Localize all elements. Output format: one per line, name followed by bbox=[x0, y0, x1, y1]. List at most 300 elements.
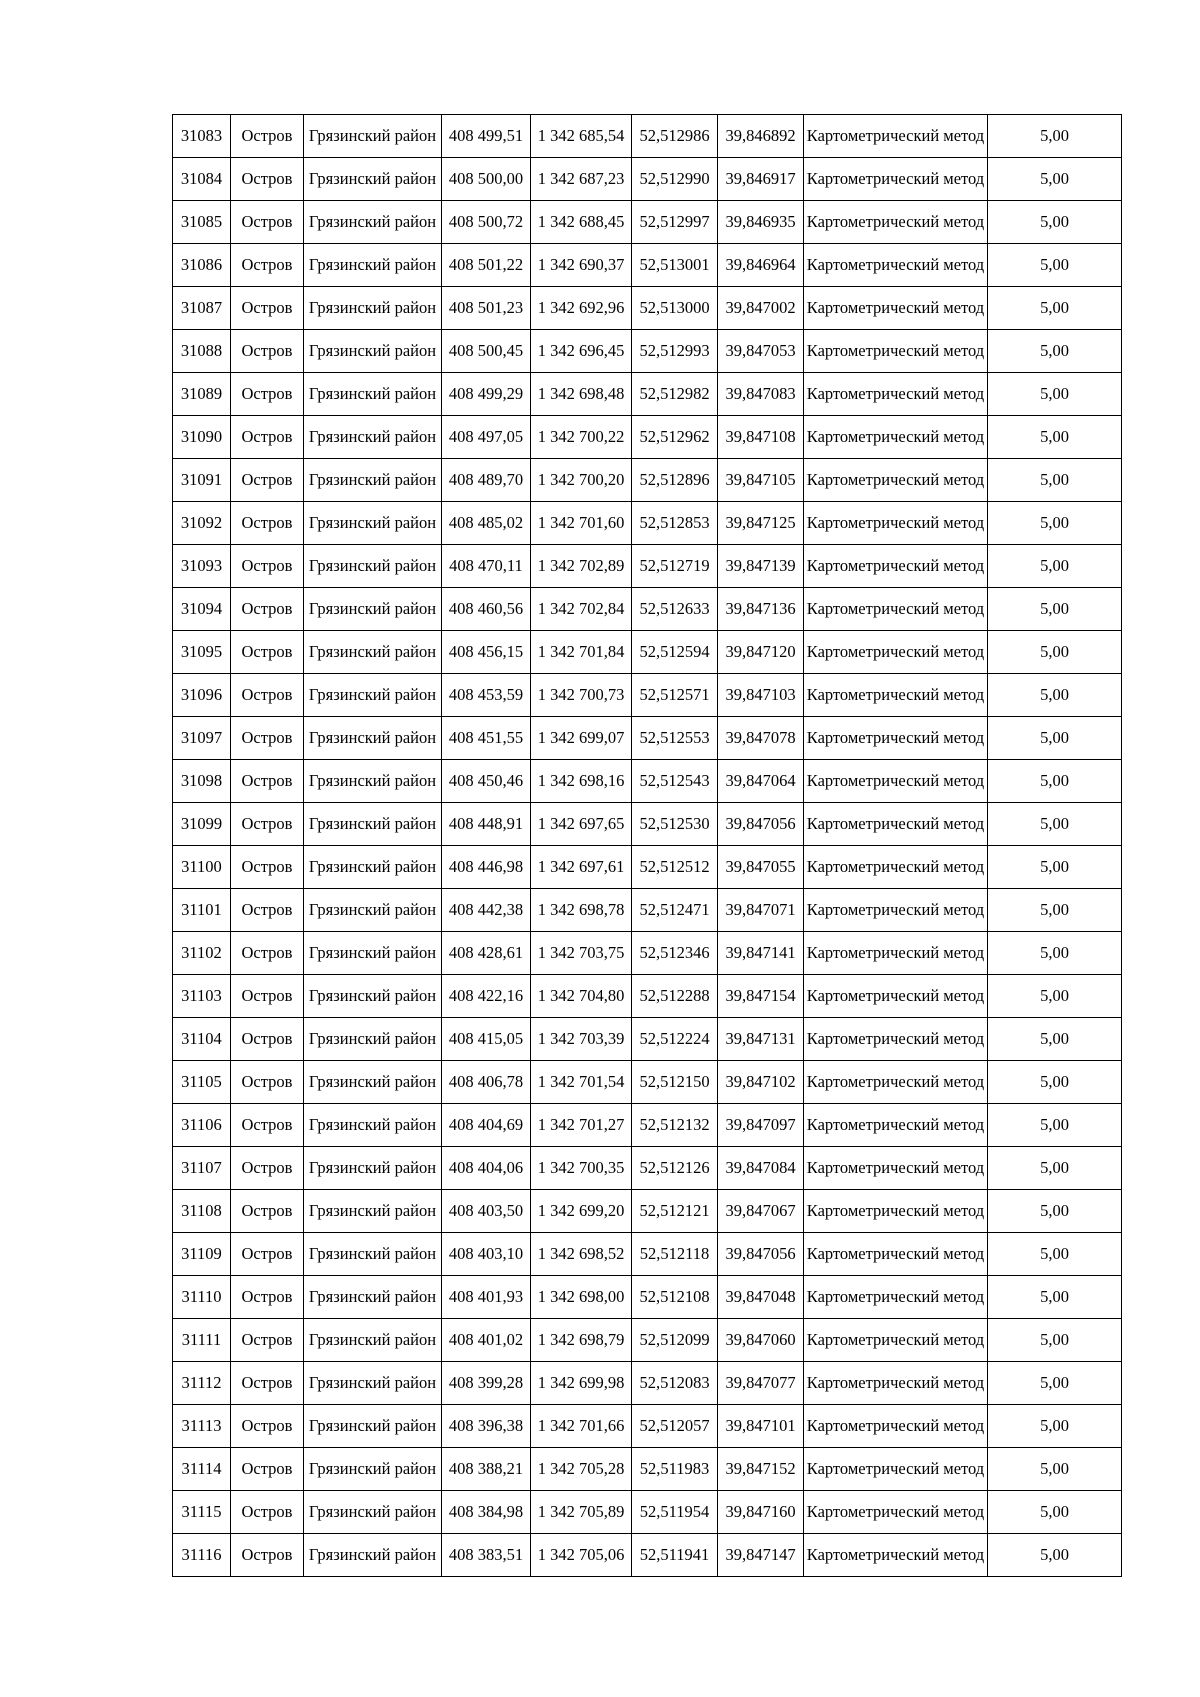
method-cell: Картометрический метод bbox=[804, 932, 988, 975]
point-number-cell: 31087 bbox=[173, 287, 231, 330]
latitude-cell: 52,512990 bbox=[632, 158, 718, 201]
latitude-cell: 52,512986 bbox=[632, 115, 718, 158]
object-type-cell: Остров bbox=[231, 717, 304, 760]
coordinate-x-cell: 408 500,72 bbox=[442, 201, 531, 244]
method-cell: Картометрический метод bbox=[804, 1491, 988, 1534]
district-cell: Грязинский район bbox=[304, 975, 442, 1018]
table-row bbox=[173, 1319, 1122, 1362]
method-cell: Картометрический метод bbox=[804, 158, 988, 201]
object-type-cell: Остров bbox=[231, 631, 304, 674]
coordinate-y-cell: 1 342 687,23 bbox=[531, 158, 632, 201]
coordinate-y-cell: 1 342 698,78 bbox=[531, 889, 632, 932]
method-cell: Картометрический метод bbox=[804, 717, 988, 760]
object-type-cell: Остров bbox=[231, 1018, 304, 1061]
precision-cell: 5,00 bbox=[988, 330, 1122, 373]
district-cell: Грязинский район bbox=[304, 1104, 442, 1147]
longitude-cell: 39,847056 bbox=[718, 803, 804, 846]
coordinate-y-cell: 1 342 705,28 bbox=[531, 1448, 632, 1491]
precision-cell: 5,00 bbox=[988, 803, 1122, 846]
latitude-cell: 52,512118 bbox=[632, 1233, 718, 1276]
longitude-cell: 39,847077 bbox=[718, 1362, 804, 1405]
point-number-cell: 31096 bbox=[173, 674, 231, 717]
coordinate-x-cell: 408 401,93 bbox=[442, 1276, 531, 1319]
method-cell: Картометрический метод bbox=[804, 889, 988, 932]
coordinate-x-cell: 408 456,15 bbox=[442, 631, 531, 674]
latitude-cell: 52,512083 bbox=[632, 1362, 718, 1405]
district-cell: Грязинский район bbox=[304, 1448, 442, 1491]
table-row bbox=[173, 1061, 1122, 1104]
table-row bbox=[173, 545, 1122, 588]
point-number-cell: 31090 bbox=[173, 416, 231, 459]
table-row bbox=[173, 158, 1122, 201]
point-number-cell: 31115 bbox=[173, 1491, 231, 1534]
longitude-cell: 39,846917 bbox=[718, 158, 804, 201]
longitude-cell: 39,847141 bbox=[718, 932, 804, 975]
coordinate-y-cell: 1 342 688,45 bbox=[531, 201, 632, 244]
precision-cell: 5,00 bbox=[988, 932, 1122, 975]
coordinate-x-cell: 408 497,05 bbox=[442, 416, 531, 459]
precision-cell: 5,00 bbox=[988, 373, 1122, 416]
precision-cell: 5,00 bbox=[988, 115, 1122, 158]
coordinate-x-cell: 408 442,38 bbox=[442, 889, 531, 932]
longitude-cell: 39,847084 bbox=[718, 1147, 804, 1190]
coordinate-x-cell: 408 384,98 bbox=[442, 1491, 531, 1534]
precision-cell: 5,00 bbox=[988, 975, 1122, 1018]
coordinate-x-cell: 408 453,59 bbox=[442, 674, 531, 717]
precision-cell: 5,00 bbox=[988, 1405, 1122, 1448]
district-cell: Грязинский район bbox=[304, 846, 442, 889]
precision-cell: 5,00 bbox=[988, 1104, 1122, 1147]
precision-cell: 5,00 bbox=[988, 1276, 1122, 1319]
coordinate-x-cell: 408 499,29 bbox=[442, 373, 531, 416]
point-number-cell: 31111 bbox=[173, 1319, 231, 1362]
precision-cell: 5,00 bbox=[988, 717, 1122, 760]
object-type-cell: Остров bbox=[231, 545, 304, 588]
district-cell: Грязинский район bbox=[304, 1018, 442, 1061]
precision-cell: 5,00 bbox=[988, 459, 1122, 502]
latitude-cell: 52,512853 bbox=[632, 502, 718, 545]
object-type-cell: Остров bbox=[231, 1233, 304, 1276]
latitude-cell: 52,512471 bbox=[632, 889, 718, 932]
precision-cell: 5,00 bbox=[988, 244, 1122, 287]
precision-cell: 5,00 bbox=[988, 1147, 1122, 1190]
point-number-cell: 31099 bbox=[173, 803, 231, 846]
object-type-cell: Остров bbox=[231, 975, 304, 1018]
district-cell: Грязинский район bbox=[304, 330, 442, 373]
coordinate-y-cell: 1 342 700,22 bbox=[531, 416, 632, 459]
coordinate-x-cell: 408 388,21 bbox=[442, 1448, 531, 1491]
district-cell: Грязинский район bbox=[304, 1147, 442, 1190]
district-cell: Грязинский район bbox=[304, 1319, 442, 1362]
table-row bbox=[173, 1362, 1122, 1405]
method-cell: Картометрический метод bbox=[804, 1405, 988, 1448]
method-cell: Картометрический метод bbox=[804, 330, 988, 373]
latitude-cell: 52,512288 bbox=[632, 975, 718, 1018]
coordinate-y-cell: 1 342 705,06 bbox=[531, 1534, 632, 1577]
precision-cell: 5,00 bbox=[988, 201, 1122, 244]
object-type-cell: Остров bbox=[231, 1061, 304, 1104]
method-cell: Картометрический метод bbox=[804, 1448, 988, 1491]
object-type-cell: Остров bbox=[231, 846, 304, 889]
longitude-cell: 39,846935 bbox=[718, 201, 804, 244]
object-type-cell: Остров bbox=[231, 287, 304, 330]
coordinate-y-cell: 1 342 698,79 bbox=[531, 1319, 632, 1362]
coordinate-x-cell: 408 450,46 bbox=[442, 760, 531, 803]
precision-cell: 5,00 bbox=[988, 1018, 1122, 1061]
coordinate-y-cell: 1 342 685,54 bbox=[531, 115, 632, 158]
method-cell: Картометрический метод bbox=[804, 1362, 988, 1405]
method-cell: Картометрический метод bbox=[804, 1190, 988, 1233]
precision-cell: 5,00 bbox=[988, 1319, 1122, 1362]
coordinate-y-cell: 1 342 701,27 bbox=[531, 1104, 632, 1147]
coordinate-x-cell: 408 500,45 bbox=[442, 330, 531, 373]
coordinate-y-cell: 1 342 702,89 bbox=[531, 545, 632, 588]
table-row bbox=[173, 115, 1122, 158]
table-row bbox=[173, 1448, 1122, 1491]
precision-cell: 5,00 bbox=[988, 760, 1122, 803]
object-type-cell: Остров bbox=[231, 1276, 304, 1319]
point-number-cell: 31084 bbox=[173, 158, 231, 201]
coordinate-x-cell: 408 415,05 bbox=[442, 1018, 531, 1061]
table-row bbox=[173, 803, 1122, 846]
point-number-cell: 31107 bbox=[173, 1147, 231, 1190]
longitude-cell: 39,847125 bbox=[718, 502, 804, 545]
district-cell: Грязинский район bbox=[304, 1233, 442, 1276]
method-cell: Картометрический метод bbox=[804, 975, 988, 1018]
latitude-cell: 52,512896 bbox=[632, 459, 718, 502]
district-cell: Грязинский район bbox=[304, 760, 442, 803]
table-row bbox=[173, 717, 1122, 760]
method-cell: Картометрический метод bbox=[804, 373, 988, 416]
coordinate-y-cell: 1 342 700,35 bbox=[531, 1147, 632, 1190]
table-row bbox=[173, 1233, 1122, 1276]
district-cell: Грязинский район bbox=[304, 459, 442, 502]
longitude-cell: 39,847103 bbox=[718, 674, 804, 717]
latitude-cell: 52,512543 bbox=[632, 760, 718, 803]
longitude-cell: 39,847071 bbox=[718, 889, 804, 932]
coordinate-y-cell: 1 342 701,66 bbox=[531, 1405, 632, 1448]
table-row bbox=[173, 889, 1122, 932]
table-row bbox=[173, 373, 1122, 416]
point-number-cell: 31102 bbox=[173, 932, 231, 975]
table-row bbox=[173, 1276, 1122, 1319]
longitude-cell: 39,847067 bbox=[718, 1190, 804, 1233]
coordinate-y-cell: 1 342 703,75 bbox=[531, 932, 632, 975]
longitude-cell: 39,847048 bbox=[718, 1276, 804, 1319]
longitude-cell: 39,846892 bbox=[718, 115, 804, 158]
coordinate-y-cell: 1 342 699,98 bbox=[531, 1362, 632, 1405]
method-cell: Картометрический метод bbox=[804, 1534, 988, 1577]
coordinate-y-cell: 1 342 705,89 bbox=[531, 1491, 632, 1534]
district-cell: Грязинский район bbox=[304, 373, 442, 416]
precision-cell: 5,00 bbox=[988, 1233, 1122, 1276]
latitude-cell: 52,512993 bbox=[632, 330, 718, 373]
object-type-cell: Остров bbox=[231, 244, 304, 287]
table-row bbox=[173, 631, 1122, 674]
point-number-cell: 31091 bbox=[173, 459, 231, 502]
point-number-cell: 31088 bbox=[173, 330, 231, 373]
latitude-cell: 52,511983 bbox=[632, 1448, 718, 1491]
longitude-cell: 39,847147 bbox=[718, 1534, 804, 1577]
method-cell: Картометрический метод bbox=[804, 1104, 988, 1147]
precision-cell: 5,00 bbox=[988, 502, 1122, 545]
table-row bbox=[173, 846, 1122, 889]
object-type-cell: Остров bbox=[231, 115, 304, 158]
object-type-cell: Остров bbox=[231, 674, 304, 717]
longitude-cell: 39,847108 bbox=[718, 416, 804, 459]
object-type-cell: Остров bbox=[231, 932, 304, 975]
district-cell: Грязинский район bbox=[304, 416, 442, 459]
point-number-cell: 31110 bbox=[173, 1276, 231, 1319]
object-type-cell: Остров bbox=[231, 1190, 304, 1233]
point-number-cell: 31092 bbox=[173, 502, 231, 545]
method-cell: Картометрический метод bbox=[804, 631, 988, 674]
object-type-cell: Остров bbox=[231, 588, 304, 631]
longitude-cell: 39,847097 bbox=[718, 1104, 804, 1147]
coordinate-y-cell: 1 342 704,80 bbox=[531, 975, 632, 1018]
object-type-cell: Остров bbox=[231, 373, 304, 416]
method-cell: Картометрический метод bbox=[804, 1319, 988, 1362]
method-cell: Картометрический метод bbox=[804, 803, 988, 846]
table-row bbox=[173, 975, 1122, 1018]
point-number-cell: 31093 bbox=[173, 545, 231, 588]
coordinate-x-cell: 408 403,10 bbox=[442, 1233, 531, 1276]
coordinate-x-cell: 408 403,50 bbox=[442, 1190, 531, 1233]
latitude-cell: 52,512108 bbox=[632, 1276, 718, 1319]
point-number-cell: 31103 bbox=[173, 975, 231, 1018]
table-row bbox=[173, 1018, 1122, 1061]
point-number-cell: 31108 bbox=[173, 1190, 231, 1233]
latitude-cell: 52,512530 bbox=[632, 803, 718, 846]
longitude-cell: 39,847056 bbox=[718, 1233, 804, 1276]
table-row bbox=[173, 932, 1122, 975]
longitude-cell: 39,847064 bbox=[718, 760, 804, 803]
object-type-cell: Остров bbox=[231, 502, 304, 545]
object-type-cell: Остров bbox=[231, 1104, 304, 1147]
coordinate-x-cell: 408 500,00 bbox=[442, 158, 531, 201]
latitude-cell: 52,512553 bbox=[632, 717, 718, 760]
point-number-cell: 31083 bbox=[173, 115, 231, 158]
latitude-cell: 52,512982 bbox=[632, 373, 718, 416]
longitude-cell: 39,847002 bbox=[718, 287, 804, 330]
coordinate-y-cell: 1 342 700,73 bbox=[531, 674, 632, 717]
object-type-cell: Остров bbox=[231, 1147, 304, 1190]
longitude-cell: 39,847060 bbox=[718, 1319, 804, 1362]
object-type-cell: Остров bbox=[231, 201, 304, 244]
point-number-cell: 31086 bbox=[173, 244, 231, 287]
coordinate-x-cell: 408 448,91 bbox=[442, 803, 531, 846]
precision-cell: 5,00 bbox=[988, 1190, 1122, 1233]
method-cell: Картометрический метод bbox=[804, 459, 988, 502]
point-number-cell: 31112 bbox=[173, 1362, 231, 1405]
method-cell: Картометрический метод bbox=[804, 760, 988, 803]
method-cell: Картометрический метод bbox=[804, 416, 988, 459]
object-type-cell: Остров bbox=[231, 1362, 304, 1405]
point-number-cell: 31106 bbox=[173, 1104, 231, 1147]
longitude-cell: 39,846964 bbox=[718, 244, 804, 287]
point-number-cell: 31116 bbox=[173, 1534, 231, 1577]
coordinate-x-cell: 408 470,11 bbox=[442, 545, 531, 588]
point-number-cell: 31104 bbox=[173, 1018, 231, 1061]
coordinate-y-cell: 1 342 701,60 bbox=[531, 502, 632, 545]
district-cell: Грязинский район bbox=[304, 1405, 442, 1448]
latitude-cell: 52,512099 bbox=[632, 1319, 718, 1362]
method-cell: Картометрический метод bbox=[804, 287, 988, 330]
coordinate-y-cell: 1 342 701,54 bbox=[531, 1061, 632, 1104]
coordinate-x-cell: 408 404,06 bbox=[442, 1147, 531, 1190]
object-type-cell: Остров bbox=[231, 889, 304, 932]
district-cell: Грязинский район bbox=[304, 1190, 442, 1233]
point-number-cell: 31098 bbox=[173, 760, 231, 803]
latitude-cell: 52,512126 bbox=[632, 1147, 718, 1190]
latitude-cell: 52,511941 bbox=[632, 1534, 718, 1577]
district-cell: Грязинский район bbox=[304, 588, 442, 631]
coordinate-x-cell: 408 489,70 bbox=[442, 459, 531, 502]
coordinate-y-cell: 1 342 697,61 bbox=[531, 846, 632, 889]
district-cell: Грязинский район bbox=[304, 1491, 442, 1534]
coordinate-y-cell: 1 342 703,39 bbox=[531, 1018, 632, 1061]
latitude-cell: 52,512346 bbox=[632, 932, 718, 975]
point-number-cell: 31100 bbox=[173, 846, 231, 889]
district-cell: Грязинский район bbox=[304, 717, 442, 760]
method-cell: Картометрический метод bbox=[804, 502, 988, 545]
precision-cell: 5,00 bbox=[988, 1491, 1122, 1534]
longitude-cell: 39,847136 bbox=[718, 588, 804, 631]
table-row bbox=[173, 1534, 1122, 1577]
longitude-cell: 39,847152 bbox=[718, 1448, 804, 1491]
longitude-cell: 39,847055 bbox=[718, 846, 804, 889]
coordinate-x-cell: 408 451,55 bbox=[442, 717, 531, 760]
object-type-cell: Остров bbox=[231, 1405, 304, 1448]
coordinate-x-cell: 408 485,02 bbox=[442, 502, 531, 545]
coordinate-y-cell: 1 342 698,52 bbox=[531, 1233, 632, 1276]
table-row bbox=[173, 459, 1122, 502]
latitude-cell: 52,512571 bbox=[632, 674, 718, 717]
object-type-cell: Остров bbox=[231, 1491, 304, 1534]
latitude-cell: 52,512997 bbox=[632, 201, 718, 244]
district-cell: Грязинский район bbox=[304, 932, 442, 975]
district-cell: Грязинский район bbox=[304, 1276, 442, 1319]
district-cell: Грязинский район bbox=[304, 803, 442, 846]
coordinate-y-cell: 1 342 698,16 bbox=[531, 760, 632, 803]
point-number-cell: 31095 bbox=[173, 631, 231, 674]
district-cell: Грязинский район bbox=[304, 287, 442, 330]
longitude-cell: 39,847139 bbox=[718, 545, 804, 588]
longitude-cell: 39,847105 bbox=[718, 459, 804, 502]
precision-cell: 5,00 bbox=[988, 287, 1122, 330]
object-type-cell: Остров bbox=[231, 760, 304, 803]
table-row bbox=[173, 674, 1122, 717]
method-cell: Картометрический метод bbox=[804, 1018, 988, 1061]
longitude-cell: 39,847083 bbox=[718, 373, 804, 416]
method-cell: Картометрический метод bbox=[804, 674, 988, 717]
coordinate-y-cell: 1 342 698,00 bbox=[531, 1276, 632, 1319]
coordinate-y-cell: 1 342 697,65 bbox=[531, 803, 632, 846]
precision-cell: 5,00 bbox=[988, 1448, 1122, 1491]
object-type-cell: Остров bbox=[231, 803, 304, 846]
method-cell: Картометрический метод bbox=[804, 244, 988, 287]
longitude-cell: 39,847101 bbox=[718, 1405, 804, 1448]
latitude-cell: 52,512121 bbox=[632, 1190, 718, 1233]
longitude-cell: 39,847102 bbox=[718, 1061, 804, 1104]
district-cell: Грязинский район bbox=[304, 1534, 442, 1577]
coordinate-y-cell: 1 342 698,48 bbox=[531, 373, 632, 416]
district-cell: Грязинский район bbox=[304, 158, 442, 201]
district-cell: Грязинский район bbox=[304, 674, 442, 717]
latitude-cell: 52,512224 bbox=[632, 1018, 718, 1061]
point-number-cell: 31085 bbox=[173, 201, 231, 244]
latitude-cell: 52,512150 bbox=[632, 1061, 718, 1104]
method-cell: Картометрический метод bbox=[804, 115, 988, 158]
latitude-cell: 52,513001 bbox=[632, 244, 718, 287]
longitude-cell: 39,847120 bbox=[718, 631, 804, 674]
latitude-cell: 52,511954 bbox=[632, 1491, 718, 1534]
table-row bbox=[173, 416, 1122, 459]
precision-cell: 5,00 bbox=[988, 1534, 1122, 1577]
precision-cell: 5,00 bbox=[988, 416, 1122, 459]
longitude-cell: 39,847131 bbox=[718, 1018, 804, 1061]
point-number-cell: 31094 bbox=[173, 588, 231, 631]
method-cell: Картометрический метод bbox=[804, 846, 988, 889]
object-type-cell: Остров bbox=[231, 416, 304, 459]
table-row bbox=[173, 502, 1122, 545]
point-number-cell: 31114 bbox=[173, 1448, 231, 1491]
latitude-cell: 52,512633 bbox=[632, 588, 718, 631]
latitude-cell: 52,512512 bbox=[632, 846, 718, 889]
precision-cell: 5,00 bbox=[988, 846, 1122, 889]
coordinate-y-cell: 1 342 699,07 bbox=[531, 717, 632, 760]
table-row bbox=[173, 1491, 1122, 1534]
district-cell: Грязинский район bbox=[304, 115, 442, 158]
coordinate-x-cell: 408 422,16 bbox=[442, 975, 531, 1018]
point-number-cell: 31101 bbox=[173, 889, 231, 932]
object-type-cell: Остров bbox=[231, 330, 304, 373]
table-row bbox=[173, 760, 1122, 803]
table-row bbox=[173, 287, 1122, 330]
longitude-cell: 39,847053 bbox=[718, 330, 804, 373]
coordinate-x-cell: 408 460,56 bbox=[442, 588, 531, 631]
latitude-cell: 52,513000 bbox=[632, 287, 718, 330]
coordinate-x-cell: 408 404,69 bbox=[442, 1104, 531, 1147]
coordinate-y-cell: 1 342 692,96 bbox=[531, 287, 632, 330]
table-row bbox=[173, 1104, 1122, 1147]
precision-cell: 5,00 bbox=[988, 1061, 1122, 1104]
method-cell: Картометрический метод bbox=[804, 1147, 988, 1190]
method-cell: Картометрический метод bbox=[804, 1276, 988, 1319]
longitude-cell: 39,847078 bbox=[718, 717, 804, 760]
coordinate-x-cell: 408 428,61 bbox=[442, 932, 531, 975]
district-cell: Грязинский район bbox=[304, 545, 442, 588]
coordinate-y-cell: 1 342 701,84 bbox=[531, 631, 632, 674]
coordinate-y-cell: 1 342 702,84 bbox=[531, 588, 632, 631]
object-type-cell: Остров bbox=[231, 1319, 304, 1362]
district-cell: Грязинский район bbox=[304, 889, 442, 932]
object-type-cell: Остров bbox=[231, 1534, 304, 1577]
point-number-cell: 31105 bbox=[173, 1061, 231, 1104]
table-body bbox=[173, 115, 1122, 1577]
method-cell: Картометрический метод bbox=[804, 1233, 988, 1276]
coordinate-x-cell: 408 501,22 bbox=[442, 244, 531, 287]
coordinate-y-cell: 1 342 690,37 bbox=[531, 244, 632, 287]
table-row bbox=[173, 1147, 1122, 1190]
coordinate-x-cell: 408 499,51 bbox=[442, 115, 531, 158]
latitude-cell: 52,512962 bbox=[632, 416, 718, 459]
coordinate-x-cell: 408 396,38 bbox=[442, 1405, 531, 1448]
method-cell: Картометрический метод bbox=[804, 201, 988, 244]
latitude-cell: 52,512132 bbox=[632, 1104, 718, 1147]
table-row bbox=[173, 1190, 1122, 1233]
district-cell: Грязинский район bbox=[304, 1061, 442, 1104]
